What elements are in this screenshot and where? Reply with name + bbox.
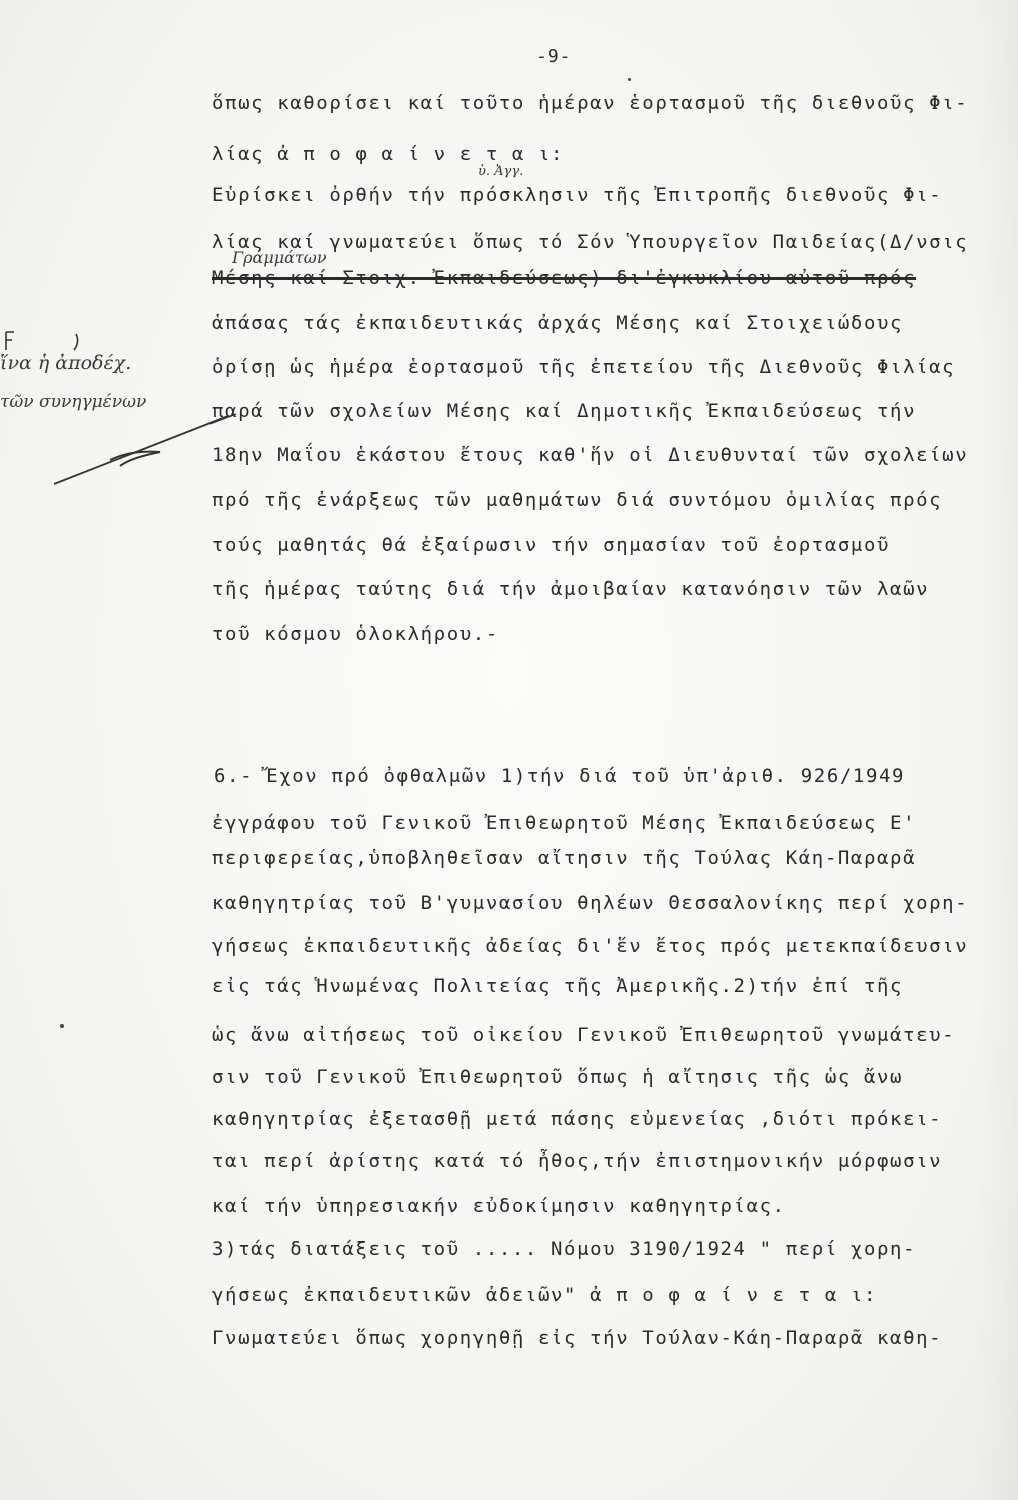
margin-note: τῶν συνηγμένων <box>0 392 147 412</box>
margin-scribble-icon <box>0 320 240 500</box>
text-line: ὅπως καθορίσει καί τοῦτο ἡμέραν ἑορτασμοῦ τῆς διεθνοῦς Φι- <box>212 92 969 114</box>
text-line: ἁπάσας τάς ἐκπαιδευτικάς ἀρχάς Μέσης καί Στοιχειώδους <box>212 312 904 334</box>
text-line: καί τήν ὑπηρεσιακήν εὐδοκίμησιν καθηγητρίας. <box>212 1195 786 1217</box>
text-line: ἐγγράφου τοῦ Γενικοῦ Ἐπιθεωρητοῦ Μέσης Ἐκπαιδεύσεως Ε' <box>212 812 917 834</box>
text-line: Εὑρίσκει ὀρθήν τήν πρόσκλησιν τῆς Ἐπιτροπῆς διεθνοῦς Φι- <box>212 184 943 206</box>
text-line: γήσεως ἐκπαιδευτικῶν ἀδειῶν" ἀ π ο φ α ί ν ε τ α ι: <box>212 1284 877 1306</box>
text-line: ὁρίσῃ ὡς ἡμέρα ἑορτασμοῦ τῆς ἐπετείου τῆς Διεθνοῦς Φιλίας <box>212 356 956 378</box>
text-line: πρό τῆς ἐνάρξεως τῶν μαθημάτων διά συντόμου ὁμιλίας πρός <box>212 489 943 511</box>
margin-note: ἵνα ἡ ἀποδέχ. <box>0 352 132 374</box>
text-line: 18ην Μαΐου ἑκάστου ἔτους καθ'ἥν οἱ Διευθυνταί τῶν σχολείων <box>212 444 969 466</box>
text-line: τούς μαθητάς θά ἐξαίρωσιν τήν σημασίαν τοῦ ἑορτασμοῦ <box>212 534 891 556</box>
handwritten-insertion: Γραμμάτων <box>232 248 327 267</box>
text-line: περιφερείας,ὑποβληθεῖσαν αἴτησιν τῆς Τούλας Κάη-Παραρᾶ <box>212 847 917 869</box>
text-line: 3)τάς διατάξεις τοῦ ..... Νόμου 3190/1924 " περί χορη- <box>212 1238 917 1260</box>
text-line: ται περί ἀρίστης κατά τό ἦθος,τήν ἐπιστημονικήν μόρφωσιν <box>212 1150 943 1172</box>
text-line-struck: Μέσης καί Στοιχ. Ἐκπαιδεύσεως) δι'ἐγκυκλίου αὐτοῦ πρός <box>212 267 917 289</box>
text-line: σιν τοῦ Γενικοῦ Ἐπιθεωρητοῦ ὅπως ἡ αἴτησις τῆς ὡς ἄνω <box>212 1066 904 1088</box>
text-line: γήσεως ἐκπαιδευτικῆς ἀδείας δι'ἕν ἔτος πρός μετεκπαίδευσιν <box>212 935 969 957</box>
text-line: εἰς τάς Ἡνωμένας Πολιτείας τῆς Ἀμερικῆς.2)τήν ἐπί τῆς <box>212 975 904 997</box>
text-line: λίας ἀ π ο φ α ί ν ε τ α ι: <box>212 143 565 165</box>
text-line: καθηγητρίας ἐξετασθῇ μετά πάσης εὐμενείας ,διότι πρόκει- <box>212 1108 943 1130</box>
text-line: τῆς ἡμέρας ταύτης διά τήν ἀμοιβαίαν κατανόησιν τῶν λαῶν <box>212 578 930 600</box>
text-line: λίας καί γνωματεύει ὅπως τό Σόν Ὑπουργεῖον Παιδείας(Δ/νσις <box>212 231 969 253</box>
text-line: Γνωματεύει ὅπως χορηγηθῇ εἰς τήν Τούλαν-Κάη-Παραρᾶ καθη- <box>212 1327 943 1349</box>
text-line: τοῦ κόσμου ὁλοκλήρου.- <box>212 623 499 645</box>
speck <box>628 78 631 81</box>
text-line: παρά τῶν σχολείων Μέσης καί Δημοτικῆς Ἐκπαιδεύσεως τήν <box>212 400 917 422</box>
text-line: καθηγητρίας τοῦ Β'γυμνασίου θηλέων Θεσσαλονίκης περί χορη- <box>212 892 969 914</box>
page-number: -9- <box>536 46 572 67</box>
speck <box>60 1024 64 1028</box>
text-line: ὡς ἄνω αἰτήσεως τοῦ οἰκείου Γενικοῦ Ἐπιθεωρητοῦ γνωμάτευ- <box>212 1024 956 1046</box>
handwritten-insertion: ὑ. Ἀγγ. <box>478 164 524 179</box>
page-edge-shadow <box>978 0 1018 1500</box>
text-line: 6.- Ἔχον πρό ὀφθαλμῶν 1)τήν διά τοῦ ὑπ'ἀριθ. 926/1949 <box>214 765 906 787</box>
